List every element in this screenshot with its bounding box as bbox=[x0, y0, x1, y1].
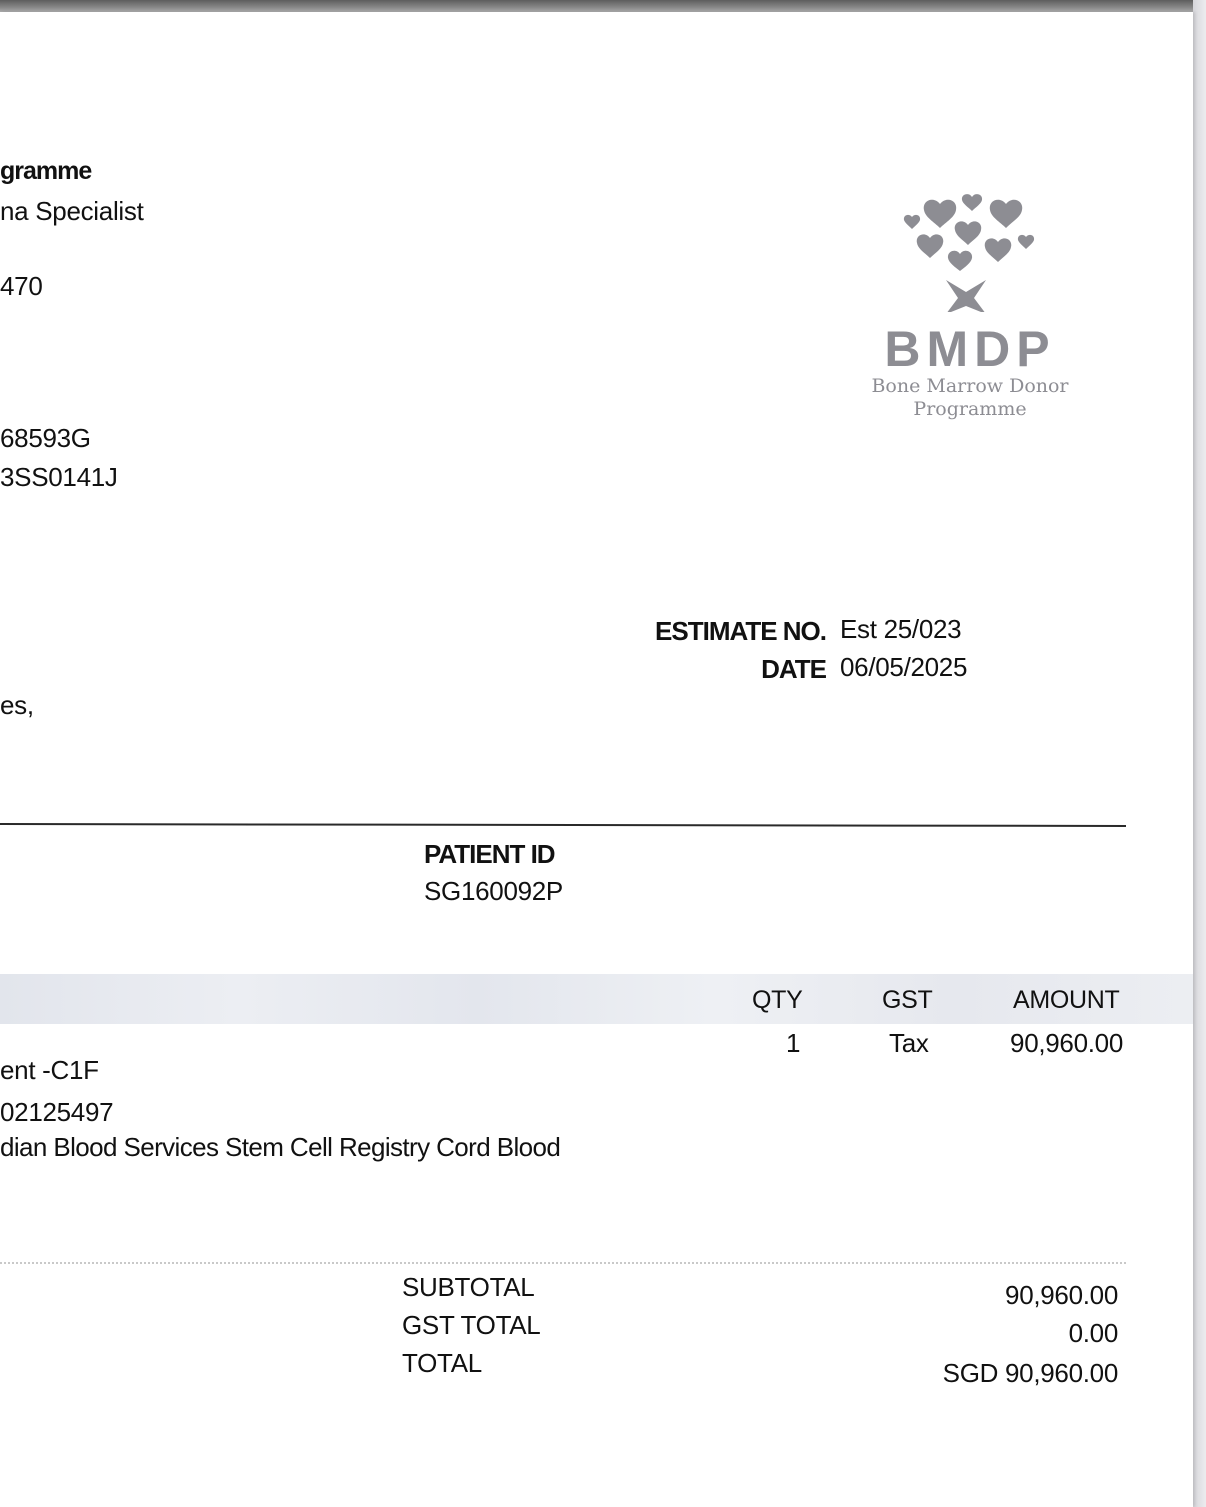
logo-name-line1: Bone Marrow Donor bbox=[871, 375, 1069, 397]
total-label: TOTAL bbox=[402, 1348, 482, 1378]
subtotal-value: 90,960.00 bbox=[1005, 1280, 1118, 1310]
estimate-date-value: 06/05/2025 bbox=[840, 652, 968, 682]
row-qty: 1 bbox=[786, 1028, 801, 1058]
row-description-1: ent -C1F bbox=[0, 1055, 99, 1085]
logo-acronym: BMDP bbox=[884, 321, 1056, 377]
row-gst: Tax bbox=[889, 1028, 929, 1058]
scan-right-edge bbox=[1193, 0, 1206, 1507]
row-description-2: 02125497 bbox=[0, 1097, 114, 1127]
sender-id-1: 68593G bbox=[0, 423, 91, 453]
header-amount: AMOUNT bbox=[1013, 986, 1120, 1014]
sender-id-2: 3SS0141J bbox=[0, 462, 118, 492]
row-amount: 90,960.00 bbox=[1010, 1028, 1123, 1058]
row-description-3: dian Blood Services Stem Cell Registry Cord Blood bbox=[0, 1132, 561, 1162]
patient-id-label: PATIENT ID bbox=[424, 839, 555, 869]
estimate-number-value: Est 25/023 bbox=[840, 614, 962, 644]
estimate-date-label: DATE bbox=[761, 654, 826, 684]
estimate-document bbox=[0, 12, 1193, 1507]
logo-name-line2: Programme bbox=[913, 398, 1027, 420]
sender-postal: 470 bbox=[0, 271, 43, 301]
patient-id-value: SG160092P bbox=[424, 876, 563, 906]
totals-separator bbox=[0, 1262, 1126, 1264]
recipient-line: es, bbox=[0, 690, 34, 720]
header-qty: QTY bbox=[752, 986, 803, 1014]
table-header bbox=[0, 974, 1193, 1024]
sender-role: na Specialist bbox=[0, 196, 144, 226]
subtotal-label: SUBTOTAL bbox=[402, 1272, 535, 1302]
header-gst: GST bbox=[882, 986, 933, 1014]
gst-total-value: 0.00 bbox=[1068, 1318, 1118, 1348]
total-value: SGD 90,960.00 bbox=[942, 1358, 1118, 1388]
gst-total-label: GST TOTAL bbox=[402, 1310, 541, 1340]
section-divider bbox=[0, 823, 1126, 827]
sender-name: gramme bbox=[0, 157, 92, 185]
bmdp-logo bbox=[860, 192, 1080, 432]
estimate-number-label: ESTIMATE NO. bbox=[655, 616, 826, 646]
heart-tree-icon bbox=[860, 192, 1080, 312]
